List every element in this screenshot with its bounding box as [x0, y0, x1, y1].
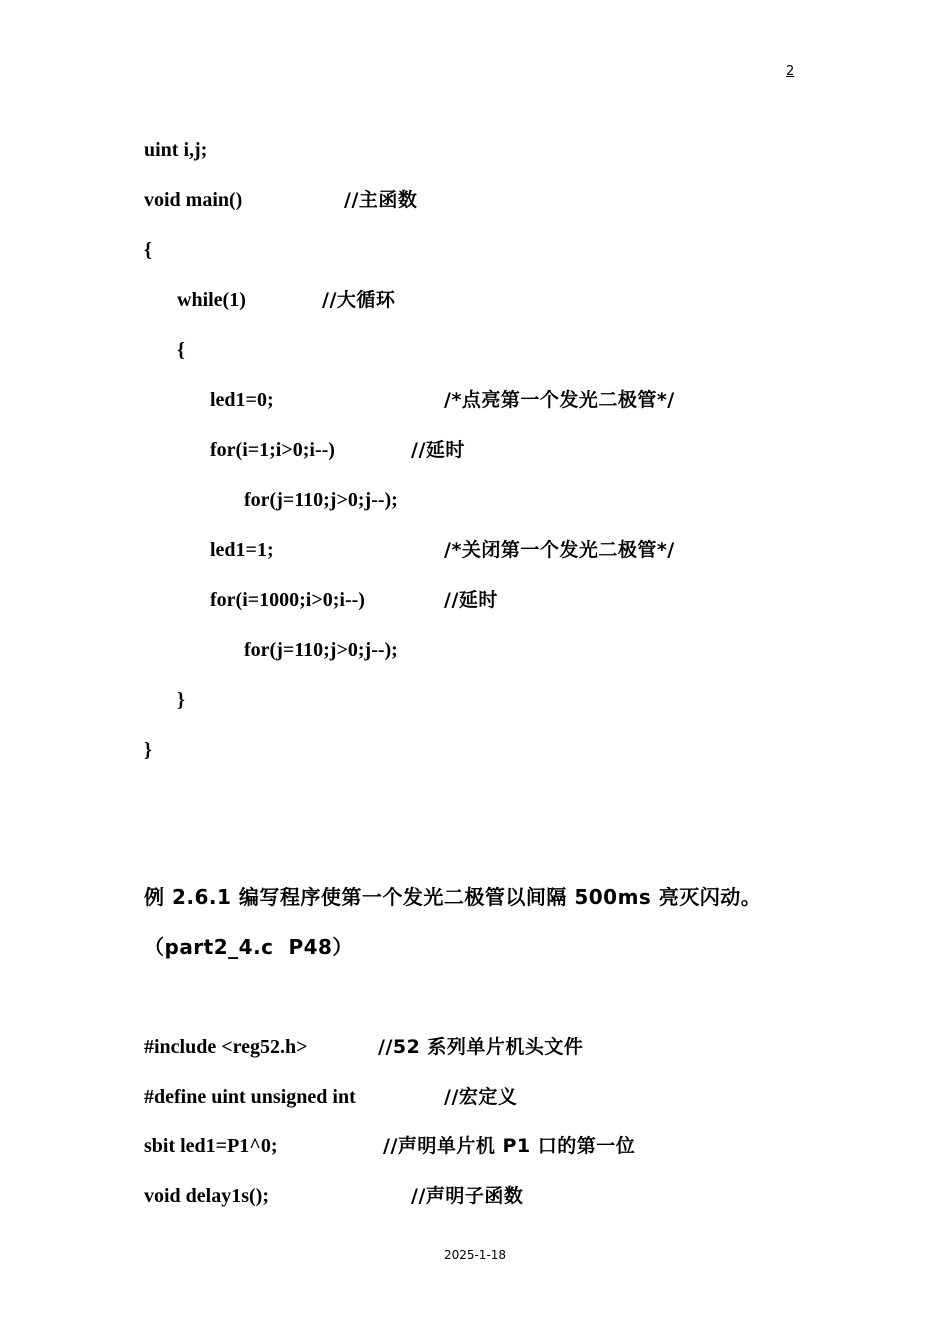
- example-reference: （part2_4.c P48）: [144, 935, 353, 959]
- code-comment: //大循环: [322, 289, 396, 311]
- code-comment: /*点亮第一个发光二极管*/: [444, 389, 675, 411]
- code-text: {: [144, 239, 152, 261]
- code-comment: //主函数: [344, 189, 418, 211]
- code-comment: //延时: [444, 589, 498, 611]
- code-text: void main(): [144, 189, 243, 211]
- code-text: for(j=110;j>0;j--);: [244, 489, 398, 511]
- footer-date: 2025-1-18: [443, 1248, 507, 1262]
- code-text: uint i,j;: [144, 139, 208, 161]
- code-text: sbit led1=P1^0;: [144, 1135, 278, 1157]
- code-text: while(1): [177, 289, 246, 311]
- code-comment: //声明子函数: [411, 1185, 524, 1207]
- code-comment: //宏定义: [444, 1086, 518, 1108]
- code-text: for(j=110;j>0;j--);: [244, 639, 398, 661]
- code-text: for(i=1000;i>0;i--): [210, 589, 365, 611]
- code-comment: //延时: [411, 439, 465, 461]
- code-text: void delay1s();: [144, 1185, 269, 1207]
- code-text: #include <reg52.h>: [144, 1036, 308, 1058]
- code-text: }: [144, 739, 152, 761]
- code-text: }: [177, 689, 185, 711]
- code-comment: //声明单片机 P1 口的第一位: [383, 1135, 636, 1157]
- page-number: 2: [786, 64, 795, 79]
- code-line: [144, 738, 164, 810]
- code-comment: /*关闭第一个发光二极管*/: [444, 539, 675, 561]
- code-text: {: [177, 339, 185, 361]
- code-comment: //52 系列单片机头文件: [378, 1036, 584, 1058]
- code-text: #define uint unsigned int: [144, 1086, 356, 1108]
- example-title: 例 2.6.1 编写程序使第一个发光二极管以间隔 500ms 亮灭闪动。: [144, 885, 762, 909]
- code-text: led1=1;: [210, 539, 274, 561]
- code-text: for(i=1;i>0;i--): [210, 439, 335, 461]
- code-text: led1=0;: [210, 389, 274, 411]
